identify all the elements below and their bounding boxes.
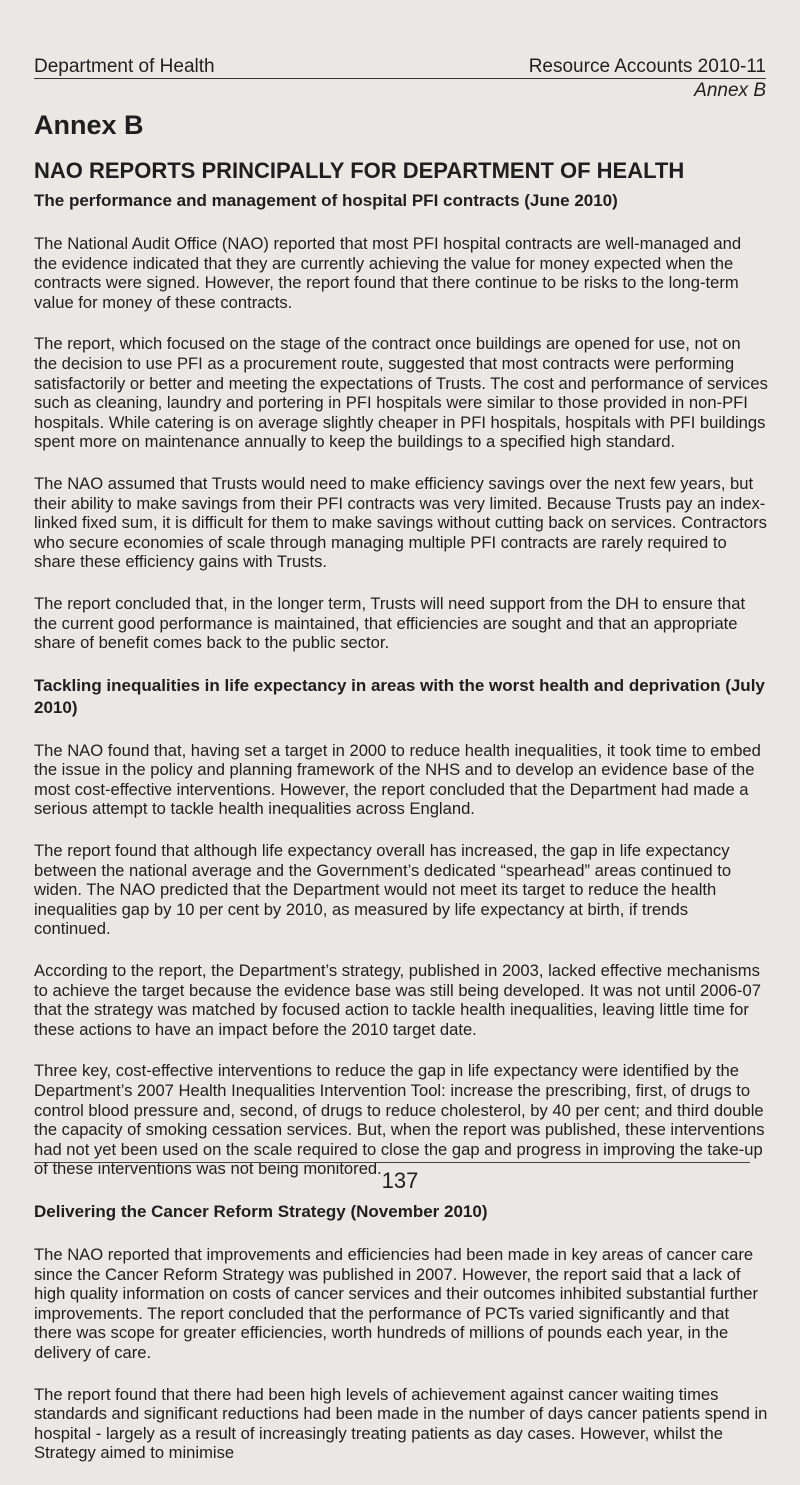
page-content	[34, 108, 768, 1485]
header-department: Department of Health	[34, 56, 215, 77]
footer-divider	[34, 1162, 750, 1163]
header-publication: Resource Accounts 2010-11	[528, 56, 766, 77]
running-header	[34, 56, 766, 79]
page-number: 137	[381, 1168, 419, 1193]
header-annex-label: Annex B	[694, 80, 766, 101]
section-cancer-reform	[34, 1201, 768, 1463]
paragraph: The NAO assumed that Trusts would need to make efficiency savings over the next few years, but their ability to make savings from their PFI contracts was very limited. Because Trusts pay an index-linked fixed sum, it is difficult for them to make savings without cutting back on services. Contractors who secure economies of scale through managing multiple PFI contracts are rarely required to share these efficiency gains with Trusts.	[34, 473, 767, 572]
paragraph: The report concluded that, in the longer term, Trusts will need support from the DH to ensure that the current good performance is maintained, that efficiencies are sought and that an appropriate share of benefit comes back to the public sector.	[34, 593, 746, 653]
section-heading: The performance and management of hospital PFI contracts (June 2010)	[34, 191, 618, 210]
section-life-expectancy	[34, 675, 768, 1179]
paragraph: The report found that although life expectancy overall has increased, the gap in life expectancy between the national average and the Government’s dedicated “spearhead” areas continued to widen. The NAO predicted that the Department would not meet its target to reduce the health inequalities gap by 10 per cent by 2010, as measured by life expectancy at birth, if trends continued.	[34, 841, 732, 939]
section-heading: Tackling inequalities in life expectancy in areas with the worst health and deprivation (July 2010)	[34, 675, 765, 717]
paragraph: The NAO found that, having set a target in 2000 to reduce health inequalities, it took time to embed the issue in the policy and planning framework of the NHS and to develop an evidence base of the most cost-effective interventions. However, the report concluded that the Department had made a serious attempt to tackle health inequalities across England.	[34, 740, 761, 819]
paragraph: The report found that there had been high levels of achievement against cancer waiting times standards and significant reductions had been made in the number of days cancer patients spend in hospital - largely as a result of increasingly treating patients as day cases. However, whilst the Strategy aimed to minimise	[34, 1384, 768, 1463]
section-pfi-contracts	[34, 190, 768, 653]
main-heading: NAO REPORTS PRINCIPALLY FOR DEPARTMENT OF HEALTH	[34, 158, 685, 183]
paragraph: The report, which focused on the stage of the contract once buildings are opened for use, not on the decision to use PFI as a procurement route, suggested that most contracts were performing satisfactorily or better and meeting the expectations of Trusts. The cost and performance of services such as cleaning, laundry and portering in PFI hospitals were similar to those provided in non-PFI hospitals. While catering is on average slightly cheaper in PFI hospitals, hospitals with PFI buildings spent more on maintenance annually to keep the buildings to a specified high standard.	[34, 334, 768, 452]
paragraph: The NAO reported that improvements and efficiencies had been made in key areas of cancer care since the Cancer Reform Strategy was published in 2007. However, the report said that a lack of high quality information on costs of cancer services and their outcomes inhibited substantial further improvements. The report concluded that the performance of PCTs varied significantly and that there was scope for greater efficiencies, worth hundreds of millions of pounds each year, in the delivery of care.	[34, 1244, 759, 1362]
paragraph: The National Audit Office (NAO) reported that most PFI hospital contracts are well-managed and the evidence indicated that they are currently achieving the value for money expected when the contracts were signed. However, the report found that there continue to be risks to the long-term value for money of these contracts.	[34, 234, 742, 312]
paragraph: According to the report, the Department’s strategy, published in 2003, lacked effective mechanisms to achieve the target because the evidence base was still being developed. It was not until 2006-07 that the strategy was matched by focused action to tackle health inequalities, leaving little time for these actions to have an impact before the 2010 target date.	[34, 961, 761, 1039]
paragraph: Three key, cost-effective interventions to reduce the gap in life expectancy were identified by the Department’s 2007 Health Inequalities Intervention Tool: increase the prescribing, first, of drugs to control blood pressure and, second, of drugs to reduce cholesterol, by 40 per cent; and third double the capacity of smoking cessation services. But, when the report was published, these interventions had not yet been used on the scale required to close the gap and progress in improving the take-up of these interventions was not being monitored.	[34, 1061, 765, 1179]
page-title: Annex B	[34, 110, 144, 140]
section-heading: Delivering the Cancer Reform Strategy (November 2010)	[34, 1201, 488, 1221]
